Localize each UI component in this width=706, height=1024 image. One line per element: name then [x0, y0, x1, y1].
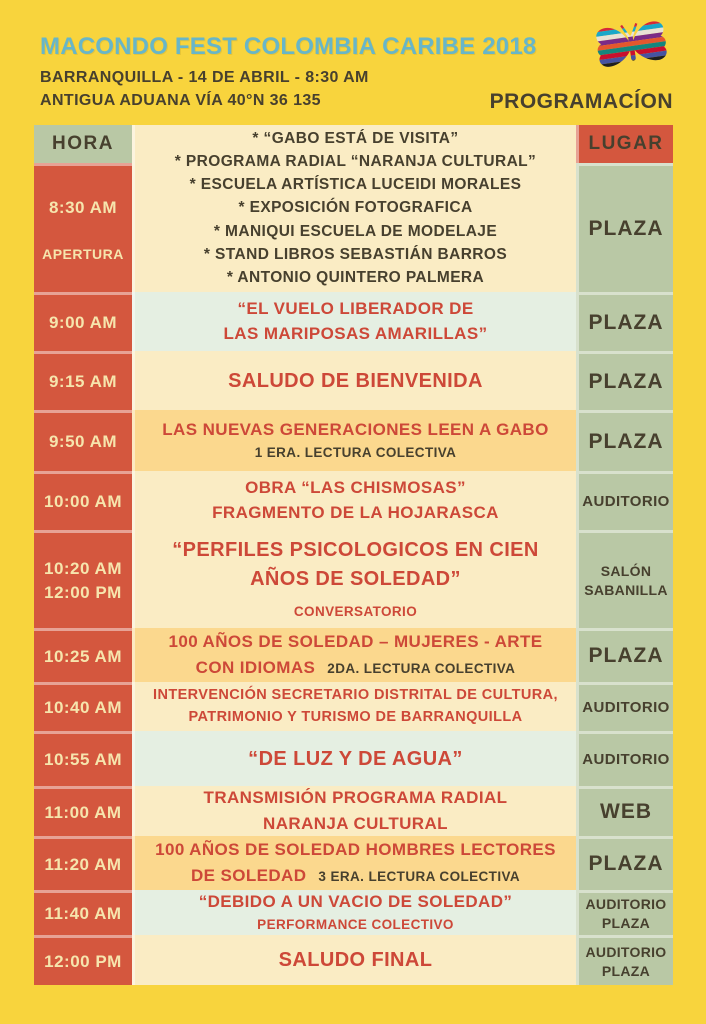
event-text: “DE LUZ Y DE AGUA”	[248, 747, 463, 770]
event-line	[204, 787, 508, 809]
event-line	[245, 477, 466, 499]
event-text: * ANTONIO QUINTERO PALMERA	[226, 268, 485, 286]
event-line	[204, 245, 507, 265]
event-text: INTERVENCIÓN SECRETARIO DISTRITAL DE CULTURA,	[153, 687, 558, 704]
event-text: * STAND LIBROS SEBASTIÁN BARROS	[203, 245, 508, 263]
event-text: SALUDO FINAL	[278, 949, 433, 971]
time-label: 11:40 AM	[44, 904, 122, 923]
place-cell	[576, 530, 673, 628]
event-text: SALUDO DE BIENVENIDA	[228, 369, 483, 392]
event-text: * “GABO ESTÁ DE VISITA”	[252, 130, 459, 147]
event-line	[172, 537, 539, 563]
hora-header-cell: HORA	[34, 125, 132, 163]
event-cell	[132, 731, 576, 786]
event-line	[279, 947, 433, 973]
event-line	[224, 323, 488, 345]
time-label: 9:50 AM	[48, 432, 118, 451]
event-text: * ESCUELA ARTÍSTICA LUCEIDI MORALES	[189, 176, 522, 194]
place-label: PLAZA	[601, 915, 651, 931]
time-cell	[34, 163, 132, 292]
event-subtext: 2DA. LECTURA COLECTIVA	[327, 660, 516, 676]
event-line	[255, 444, 457, 462]
time-cell	[34, 628, 132, 682]
event-line	[214, 222, 497, 242]
event-cell	[132, 471, 576, 530]
event-text: NARANJA CULTURAL	[263, 813, 448, 833]
event-line	[212, 502, 499, 524]
event-text: PATRIMONIO Y TURISMO DE BARRANQUILLA	[188, 709, 523, 725]
event-text: CON IDIOMAS	[195, 657, 316, 677]
place-label: AUDITORIO	[582, 492, 670, 510]
event-line	[252, 129, 458, 149]
event-text: 1 ERA. LECTURA COLECTIVA	[254, 445, 457, 461]
place-cell	[576, 292, 673, 351]
place-label: PLAZA	[588, 644, 664, 668]
time-label: 8:30 AM	[48, 198, 118, 217]
place-cell	[576, 471, 673, 530]
event-cell	[132, 530, 576, 628]
subtitle-line-1: BARRANQUILLA - 14 DE ABRIL - 8:30 AM	[40, 69, 369, 86]
place-label: PLAZA	[601, 962, 651, 979]
event-line	[248, 746, 463, 772]
event-text: PERFORMANCE COLECTIVO	[257, 917, 454, 933]
page-title: MACONDO FEST COLOMBIA CARIBE 2018	[40, 33, 537, 60]
time-cell	[34, 836, 132, 890]
time-cell	[34, 682, 132, 731]
time-label: 9:15 AM	[48, 372, 118, 391]
place-cell	[576, 682, 673, 731]
time-cell	[34, 935, 132, 985]
event-date-location	[40, 66, 369, 112]
event-cell	[132, 125, 576, 292]
event-line	[257, 916, 454, 934]
event-cell	[132, 292, 576, 351]
butterfly-logo	[592, 18, 672, 78]
time-cell	[34, 530, 132, 628]
event-line	[263, 813, 448, 835]
place-cell	[576, 890, 673, 935]
event-text: “EL VUELO LIBERADOR DE	[237, 298, 474, 318]
event-cell	[132, 786, 576, 836]
event-line	[155, 839, 556, 861]
event-subtext: 3 ERA. LECTURA COLECTIVA	[318, 868, 521, 884]
time-label: 12:00 PM	[44, 951, 122, 971]
place-label: WEB	[600, 800, 652, 824]
time-label: 10:20 AM	[43, 558, 122, 578]
event-line	[199, 891, 513, 913]
event-text: * PROGRAMA RADIAL “NARANJA CULTURAL”	[174, 153, 537, 171]
place-cell	[576, 410, 673, 471]
place-cell	[576, 628, 673, 682]
place-label: PLAZA	[588, 852, 664, 876]
event-cell	[132, 836, 576, 890]
place-label: AUDITORIO	[582, 698, 670, 716]
time-label: 11:20 AM	[44, 854, 122, 874]
time-cell	[34, 471, 132, 530]
place-label: AUDITORIO	[585, 896, 667, 913]
schedule-table	[34, 125, 673, 985]
place-cell	[576, 163, 673, 292]
time-cell	[34, 786, 132, 836]
place-cell	[576, 935, 673, 985]
place-label: PLAZA	[588, 429, 664, 453]
time-label: 10:55 AM	[43, 750, 122, 769]
event-text: 100 AÑOS DE SOLEDAD HOMBRES LECTORES	[155, 840, 556, 860]
event-line	[191, 865, 520, 887]
event-line	[228, 368, 483, 394]
time-label: 10:00 AM	[43, 492, 122, 511]
place-cell	[576, 836, 673, 890]
time-sublabel: APERTURA	[42, 246, 124, 262]
event-cell	[132, 890, 576, 935]
event-text: OBRA “LAS CHISMOSAS”	[245, 477, 466, 497]
time-label: 11:00 AM	[44, 802, 122, 822]
place-label: PLAZA	[588, 310, 664, 334]
time-label: 10:25 AM	[43, 646, 122, 666]
place-label: SABANILLA	[584, 581, 668, 598]
event-line	[237, 298, 473, 320]
place-label: AUDITORIO	[582, 750, 670, 768]
place-label: PLAZA	[588, 369, 664, 393]
event-text: * MANIQUI ESCUELA DE MODELAJE	[213, 222, 498, 240]
event-cell	[132, 682, 576, 731]
place-label: PLAZA	[588, 216, 664, 240]
lugar-header-cell: LUGAR	[576, 125, 673, 163]
time-cell	[34, 890, 132, 935]
event-cell	[132, 410, 576, 471]
place-cell	[576, 351, 673, 410]
event-line	[238, 198, 472, 218]
event-line	[250, 566, 461, 592]
time-cell	[34, 351, 132, 410]
event-text: CONVERSATORIO	[293, 604, 418, 620]
event-line	[196, 657, 516, 679]
event-line	[190, 175, 522, 195]
event-text: LAS MARIPOSAS AMARILLAS”	[223, 324, 488, 343]
time-label: 12:00 PM	[44, 582, 122, 602]
event-text: “DEBIDO A UN VACIO DE SOLEDAD”	[198, 892, 513, 912]
event-line	[227, 268, 484, 288]
event-line	[189, 708, 523, 727]
place-label: AUDITORIO	[585, 943, 667, 960]
place-cell	[576, 731, 673, 786]
event-line	[169, 631, 543, 653]
event-text: DE SOLEDAD	[190, 865, 307, 885]
event-text: FRAGMENTO DE LA HOJARASCA	[212, 503, 499, 522]
time-cell	[34, 731, 132, 786]
time-label: 10:40 AM	[43, 698, 122, 717]
event-text: * EXPOSICIÓN FOTOGRAFICA	[238, 199, 473, 217]
place-label: SALÓN	[600, 562, 652, 579]
place-cell	[576, 786, 673, 836]
event-text: LAS NUEVAS GENERACIONES LEEN A GABO	[162, 420, 549, 440]
time-label: 9:00 AM	[48, 313, 118, 332]
event-cell	[132, 351, 576, 410]
event-text: 100 AÑOS DE SOLEDAD – MUJERES - ARTE	[168, 632, 543, 652]
event-text: TRANSMISIÓN PROGRAMA RADIAL	[203, 788, 508, 808]
event-line	[175, 152, 536, 172]
event-line	[294, 603, 417, 621]
program-label: PROGRAMACÍON	[489, 90, 673, 113]
event-line	[153, 686, 558, 705]
subtitle-line-2: ANTIGUA ADUANA VÍA 40°N 36 135	[40, 92, 321, 109]
time-cell	[34, 410, 132, 471]
event-cell	[132, 628, 576, 682]
event-text: AÑOS DE SOLEDAD”	[250, 567, 461, 590]
event-line	[162, 419, 548, 441]
time-cell	[34, 292, 132, 351]
event-text: “PERFILES PSICOLOGICOS EN CIEN	[172, 538, 539, 561]
event-cell	[132, 935, 576, 985]
